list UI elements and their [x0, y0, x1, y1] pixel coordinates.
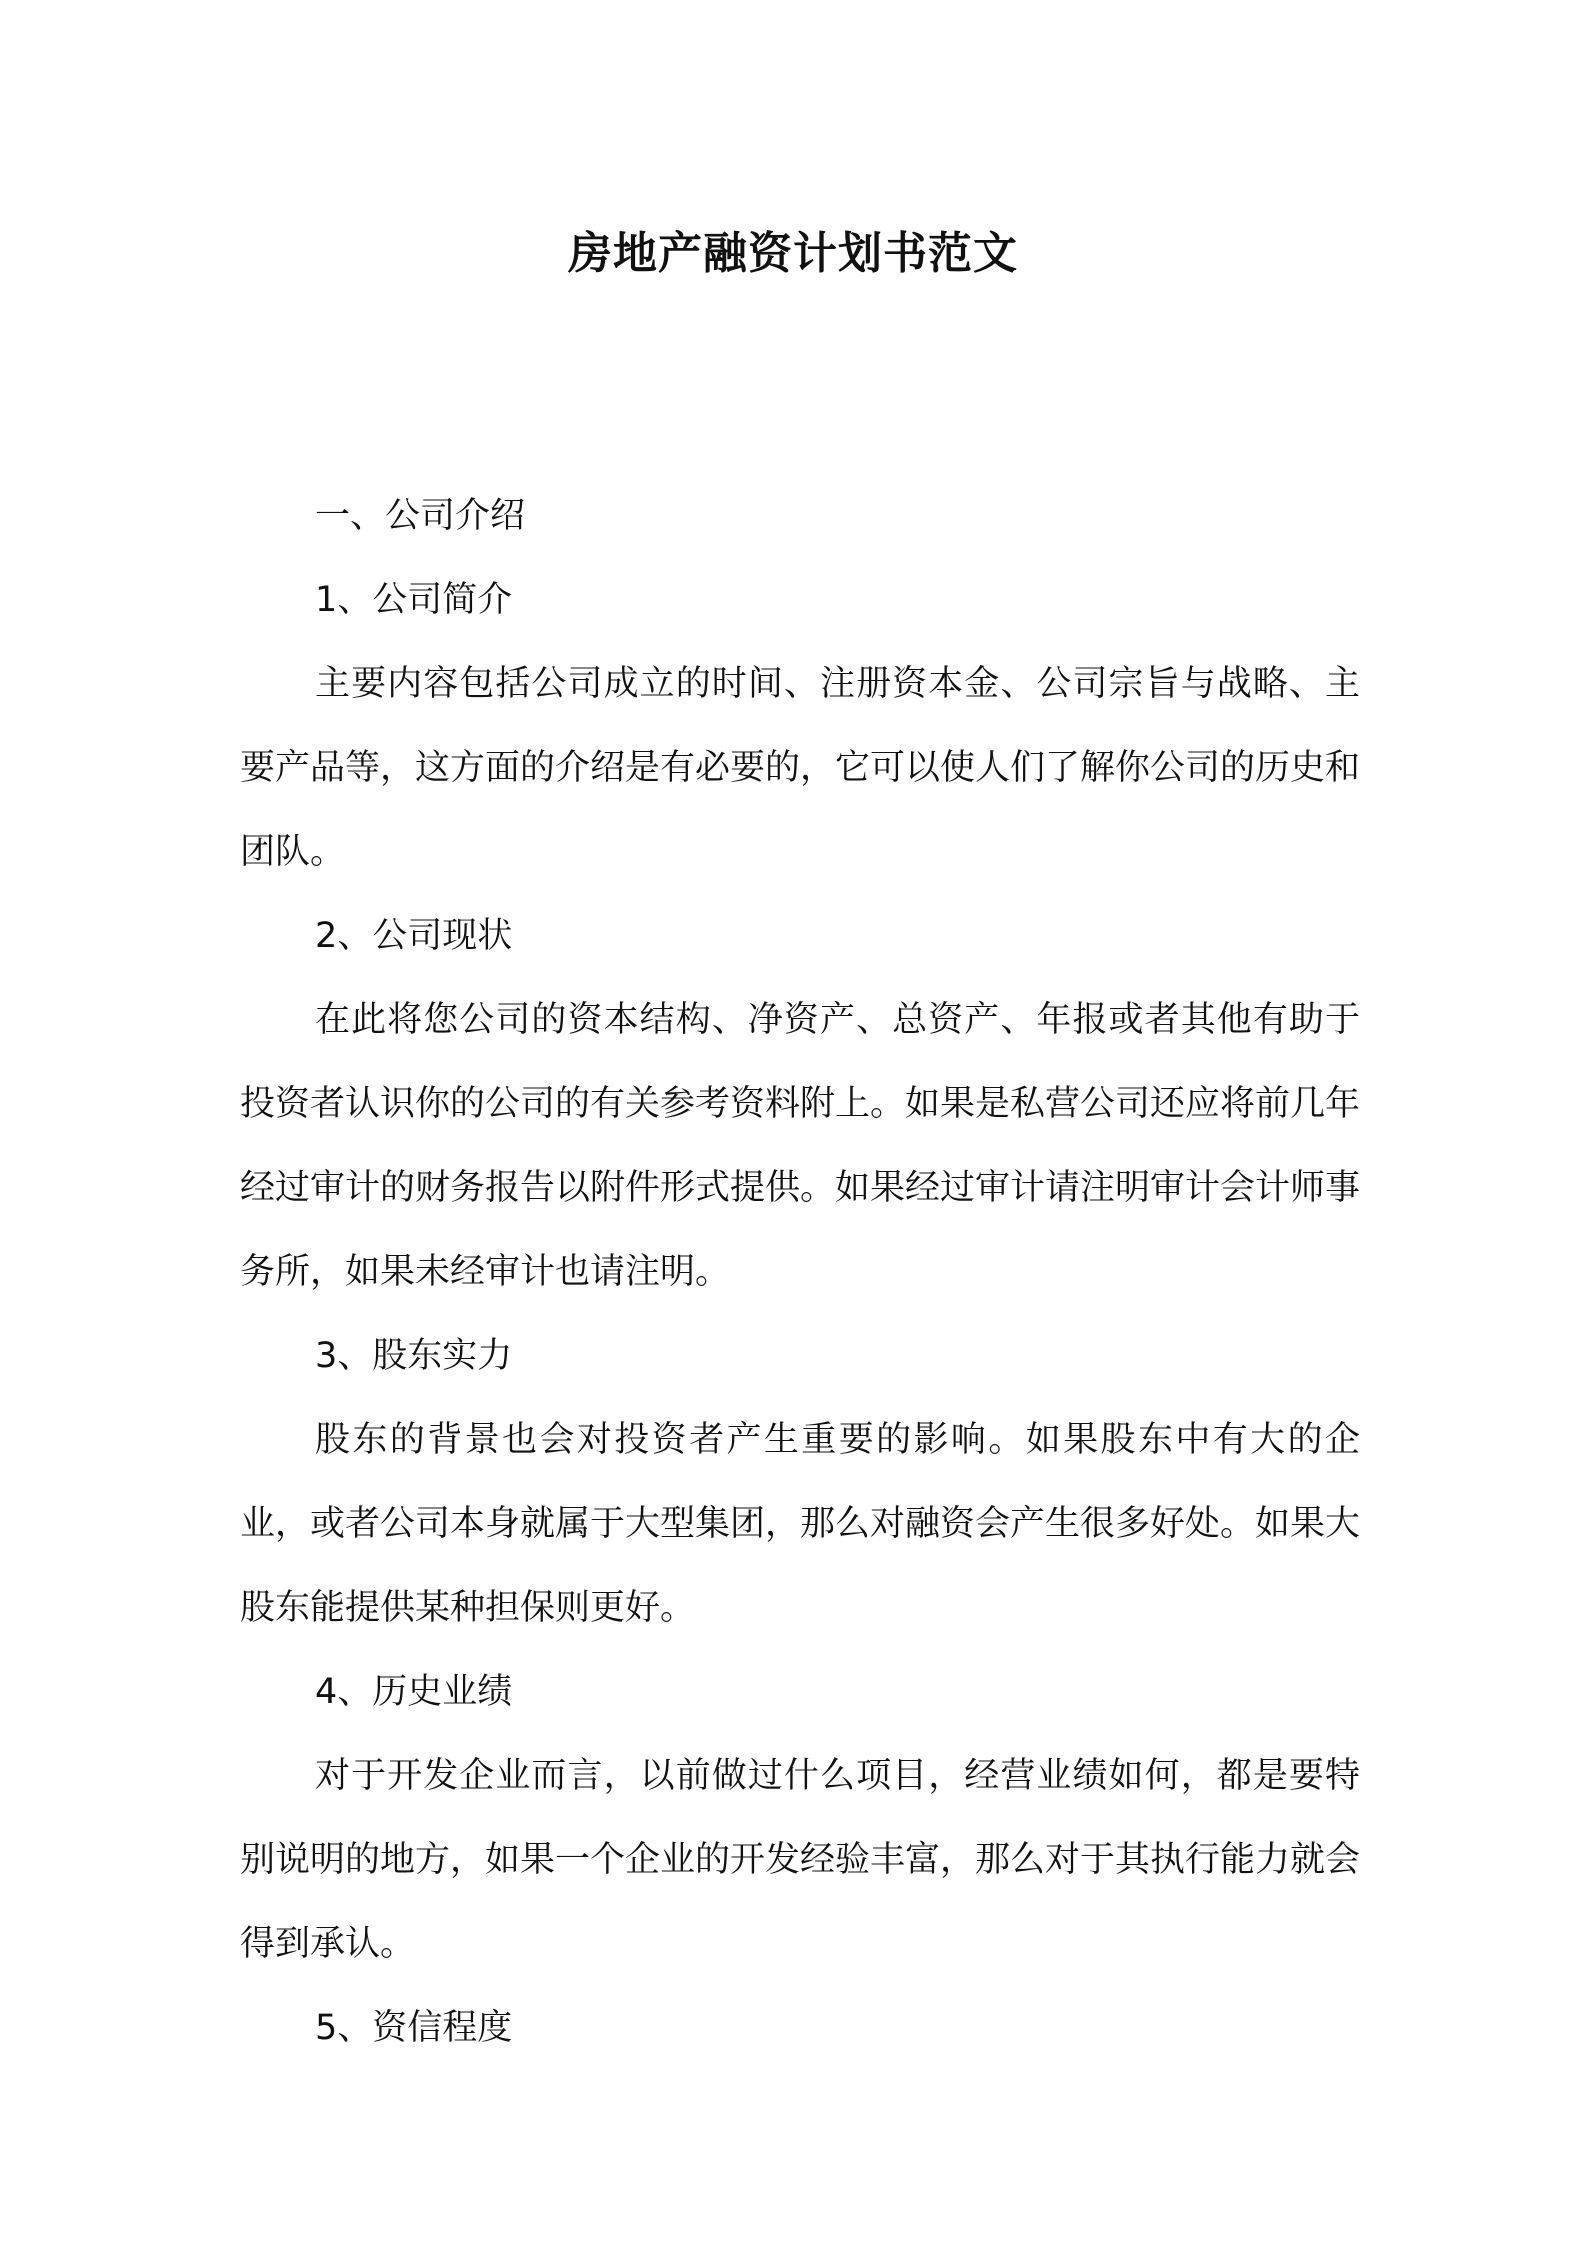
paragraph-company-profile: 主要内容包括公司成立的时间、注册资本金、公司宗旨与战略、主要产品等，这方面的介绍是有必要的，它可以使人们了解你公司的历史和团队。 [240, 664, 1361, 872]
subsection-heading-company-profile: 1、公司简介 [315, 580, 513, 620]
document-title: 房地产融资计划书范文 [568, 228, 1018, 279]
section-heading-company-intro: 一、公司介绍 [315, 496, 526, 536]
subsection-heading-track-record: 4、历史业绩 [315, 1672, 513, 1712]
paragraph-shareholder-strength: 股东的背景也会对投资者产生重要的影响。如果股东中有大的企业，或者公司本身就属于大型集团，那么对融资会产生很多好处。如果大股东能提供某种担保则更好。 [240, 1420, 1361, 1628]
paragraph-company-status: 在此将您公司的资本结构、净资产、总资产、年报或者其他有助于投资者认识你的公司的有关参考资料附上。如果是私营公司还应将前几年经过审计的财务报告以附件形式提供。如果经过审计请注明审计会计师事务所，如果未经审计也请注明。 [240, 1000, 1361, 1292]
paragraph-track-record: 对于开发企业而言，以前做过什么项目，经营业绩如何，都是要特别说明的地方，如果一个企业的开发经验丰富，那么对于其执行能力就会得到承认。 [240, 1756, 1361, 1964]
subsection-heading-shareholder-strength: 3、股东实力 [315, 1336, 513, 1376]
document-body [240, 474, 1360, 2070]
subsection-heading-company-status: 2、公司现状 [315, 916, 513, 956]
subsection-heading-credit-standing: 5、资信程度 [315, 2008, 513, 2048]
